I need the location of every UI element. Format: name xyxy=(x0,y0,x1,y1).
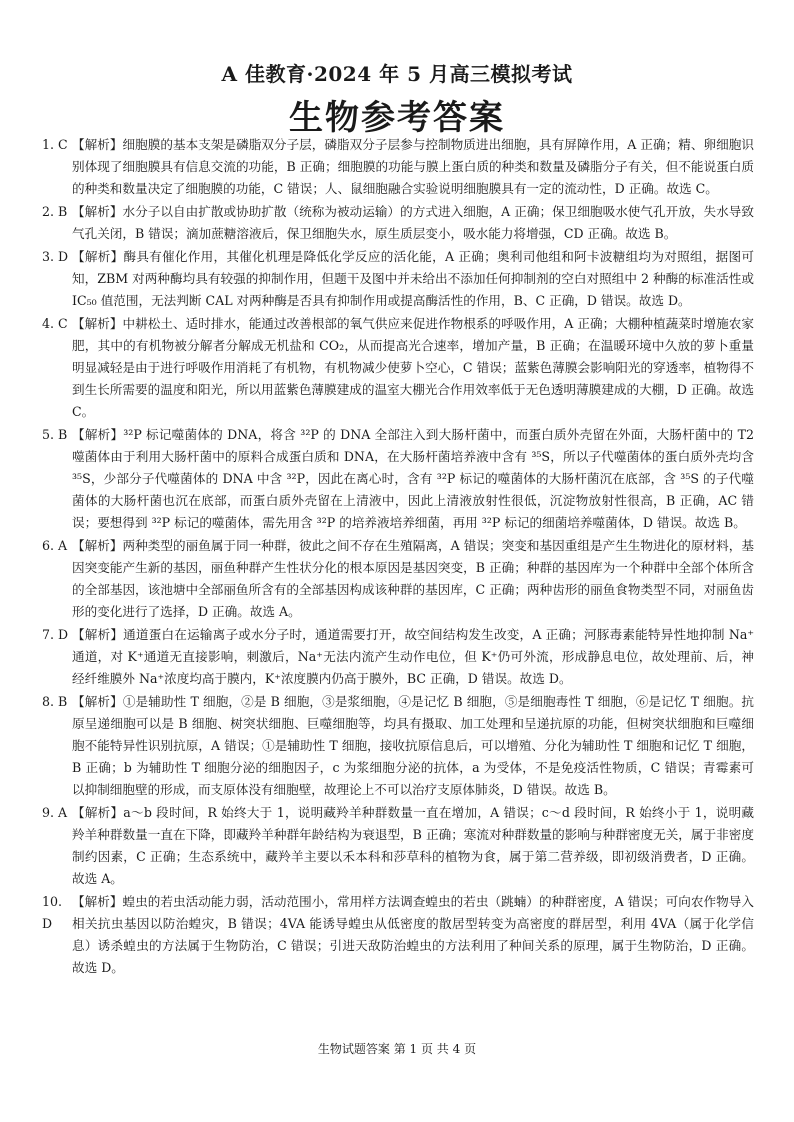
exam-title: A 佳教育·2024 年 5 月高三模拟考试 xyxy=(221,62,573,86)
answer-explanation: 【解析】①是辅助性 T 细胞，②是 B 细胞，③是浆细胞，④是记忆 B 细胞，⑤是细胞毒性 T 细胞，⑥是记忆 T 细胞。抗原呈递细胞可以是 B 细胞、树突状细胞、巨噬细胞等，均具有摄取、加工处理和呈递抗原的功能，但树突状细胞和巨噬细胞不能特异性识别抗原，A 错误；①是辅助性 T 细胞，接收抗原信息后，可以增殖、分化为辅助性 T 细胞和记忆 T 细胞，B 正确；b 为辅助性 T 细胞分泌的细胞因子，c 为浆细胞分泌的抗体，a 为受体，不是免疫活性物质，C 错误；青霉素可以抑制细胞壁的形成，而支原体没有细胞壁，故理论上不可以治疗支原体肺炎，D 错误。故选 B。 xyxy=(72,694,754,797)
answer-number: 8. B xyxy=(42,694,68,709)
answer-number: 3. D xyxy=(42,249,69,264)
answer-list xyxy=(42,134,754,980)
answer-item xyxy=(42,535,754,623)
answer-explanation: 【解析】酶具有催化作用，其催化机理是降低化学反应的活化能，A 正确；奥利司他组和阿卡波糖组均为对照组，据图可知，ZBM 对两种酶均具有较强的抑制作用，但题干及图中并未给出不添加任何抑制剂的空白对照组中 2 种酶的标准活性或 IC₅₀ 值范围，无法判断 CAL 对两种酶是否具有抑制作用或提高酶活性的作用，B、C 正确，D 错误。故选 D。 xyxy=(72,249,754,308)
answer-explanation: 【解析】细胞膜的基本支架是磷脂双分子层，磷脂双分子层参与控制物质进出细胞，具有屏障作用，A 正确；精、卵细胞识别体现了细胞膜具有信息交流的功能，B 正确；细胞膜的功能与膜上蛋白质的种类和数量及磷脂分子有关，但不能说蛋白质的种类和数量决定了细胞膜的功能，C 错误；人、鼠细胞融合实验说明细胞膜具有一定的流动性，D 正确。故选 C。 xyxy=(72,137,754,196)
answer-number: 10. D xyxy=(42,894,63,931)
answer-explanation: 【解析】中耕松土、适时排水，能通过改善根部的氧气供应来促进作物根系的呼吸作用，A 正确；大棚种植蔬菜时增施农家肥，其中的有机物被分解者分解成无机盐和 CO₂，从而提高光合速率，增加产量，B 正确；在温暖环境中久放的萝卜重量明显减轻是由于进行呼吸作用消耗了有机物，有机物减少使萝卜空心，C 错误；蓝紫色薄膜会影响阳光的穿透率，植物得不到生长所需要的温度和阳光，所以用蓝紫色薄膜建成的温室大棚光合作用效率低于无色透明薄膜建成的大棚，D 正确。故选 C。 xyxy=(72,316,754,419)
answer-item xyxy=(42,624,754,690)
answer-number: 9. A xyxy=(42,805,68,820)
answer-explanation: 【解析】水分子以自由扩散或协助扩散（统称为被动运输）的方式进入细胞，A 正确；保卫细胞吸水使气孔开放，失水导致气孔关闭，B 错误；滴加蔗糖溶液后，保卫细胞失水，原生质层变小，吸水能力将增强，CD 正确。故选 B。 xyxy=(72,204,754,241)
answer-item xyxy=(42,424,754,534)
answer-item xyxy=(42,891,754,979)
answer-number: 1. C xyxy=(42,137,68,152)
answer-number: 2. B xyxy=(42,204,68,219)
answer-number: 6. A xyxy=(42,538,68,553)
answer-explanation: 【解析】两种类型的丽鱼属于同一种群，彼此之间不存在生殖隔离，A 错误；突变和基因重组是产生生物进化的原材料，基因突变能产生新的基因，丽鱼种群产生性状分化的根本原因是基因突变，B 正确；种群的基因库为一个种群中全部个体所含的全部基因，该池塘中全部丽鱼所含有的全部基因构成该种群的基因库，C 正确；两种齿形的丽鱼食物类型不同，对丽鱼齿形的变化进行了选择，D 正确。故选 A。 xyxy=(72,538,754,619)
answer-item xyxy=(42,802,754,890)
page-footer: 生物试题答案 第 1 页 共 4 页 xyxy=(317,1042,477,1056)
answer-explanation: 【解析】蝗虫的若虫活动能力弱，活动范围小，常用样方法调查蝗虫的若虫（跳蝻）的种群密度，A 错误；可向农作物导入相关抗虫基因以防治蝗灾，B 错误；4VA 能诱导蝗虫从低密度的散居型转变为高密度的群居型，利用 4VA（属于化学信息）诱杀蝗虫的方法属于生物防治，C 错误；引进天敌防治蝗虫的方法利用了种间关系的原理，属于生物防治，D 正确。故选 D。 xyxy=(72,894,754,975)
answer-explanation: 【解析】³²P 标记噬菌体的 DNA，将含 ³²P 的 DNA 全部注入到大肠杆菌中，而蛋白质外壳留在外面，大肠杆菌中的 T2 噬菌体由于利用大肠杆菌中的原料合成蛋白质和 DNA，在大肠杆菌培养液中含有 ³⁵S，所以子代噬菌体的蛋白质外壳均含 ³⁵S，少部分子代噬菌体的 DNA 中含 ³²P，因此在离心时，含有 ³²P 标记的噬菌体的大肠杆菌沉在底部，含 ³⁵S 的子代噬菌体的大肠杆菌也沉在底部，而蛋白质外壳留在上清液中，因此上清液放射性很低，沉淀物放射性很高，B 正确，AC 错误；要想得到 ³²P 标记的噬菌体，需先用含 ³²P 的培养液培养细菌，再用 ³²P 标记的细菌培养噬菌体，D 错误。故选 B。 xyxy=(72,427,754,530)
answer-number: 4. C xyxy=(42,316,68,331)
answer-explanation: 【解析】通道蛋白在运输离子或水分子时，通道需要打开，故空间结构发生改变，A 正确；河豚毒素能特异性地抑制 Na⁺通道，对 K⁺通道无直接影响，刺激后，Na⁺无法内流产生动作电位，但 K⁺仍可外流，形成静息电位，故处理前、后，神经纤维膜外 Na⁺浓度均高于膜内，K⁺浓度膜内仍高于膜外，BC 正确，D 错误。故选 D。 xyxy=(72,627,754,686)
answer-item xyxy=(42,313,754,423)
answer-item xyxy=(42,201,754,245)
document-title: 生物参考答案 xyxy=(289,98,505,138)
answer-number: 7. D xyxy=(42,627,69,642)
answer-number: 5. B xyxy=(42,427,68,442)
answer-item xyxy=(42,134,754,200)
answer-explanation: 【解析】a～b 段时间，R 始终大于 1，说明藏羚羊种群数量一直在增加，A 错误；c～d 段时间，R 始终小于 1，说明藏羚羊种群数量一直在下降，即藏羚羊种群年龄结构为衰退型，B 正确；寒流对种群数量的影响与种群密度无关，属于非密度制约因素，C 正确；生态系统中，藏羚羊主要以禾本科和莎草科的植物为食，属于第二营养级，即初级消费者，D 正确。故选 A。 xyxy=(72,805,754,886)
answer-item xyxy=(42,246,754,312)
answer-item xyxy=(42,691,754,801)
